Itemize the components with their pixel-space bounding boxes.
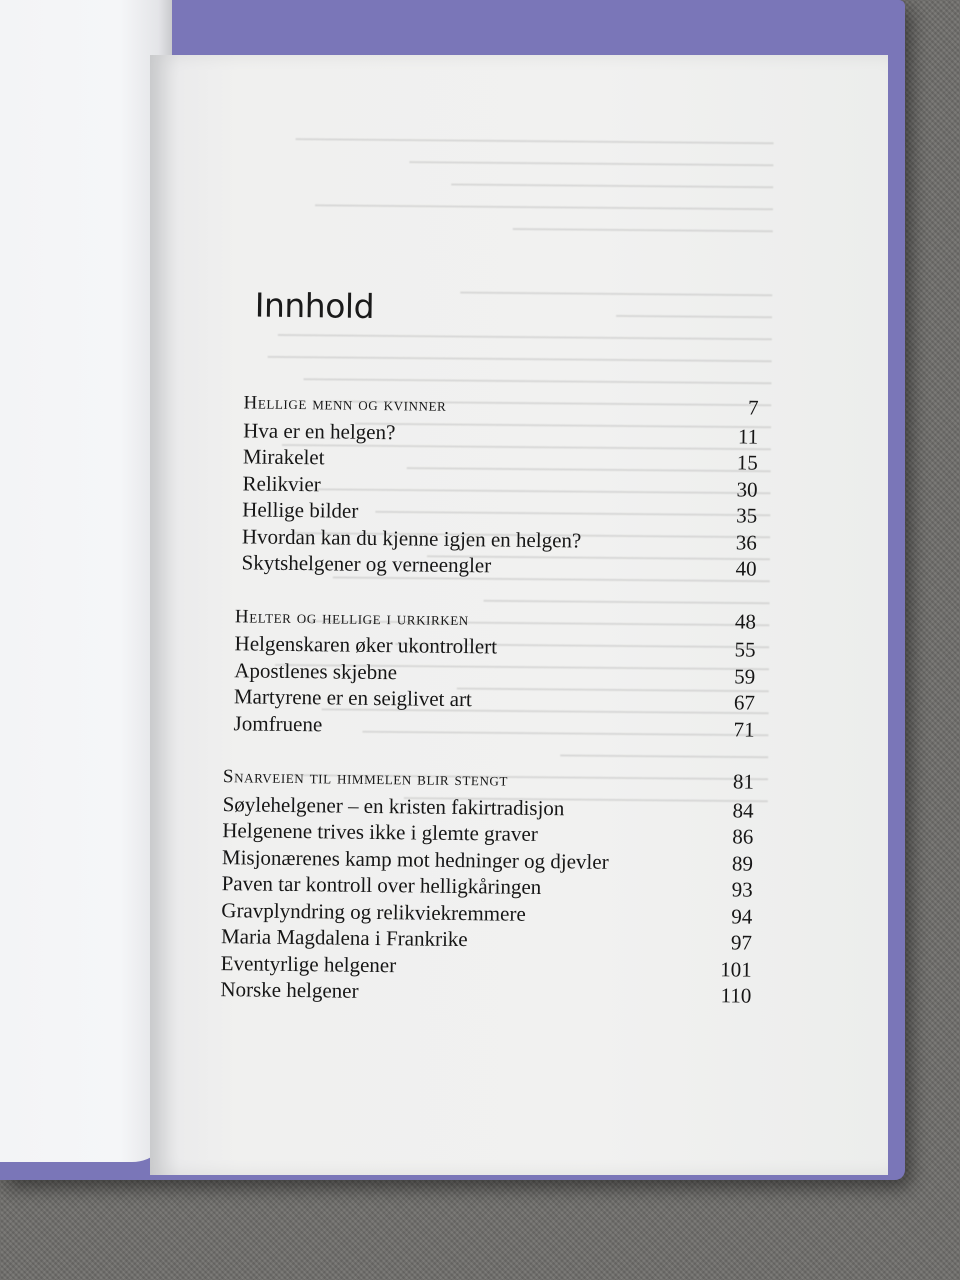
- section-heading-label: Helter og hellige i urkirken: [234, 605, 469, 630]
- entry-label: Skytshelgener og verneengler: [241, 550, 492, 578]
- page-number: 11: [737, 423, 759, 449]
- page-number: 59: [734, 663, 756, 689]
- entry-label: Apostlenes skjebne: [234, 657, 398, 684]
- page-number: 40: [735, 556, 757, 581]
- entry-label: Gravplyndring og relikviekremmere: [221, 897, 526, 926]
- page-number: 30: [736, 476, 758, 502]
- entry-label: Norske helgener: [220, 977, 359, 1003]
- entry-label: Jomfruene: [233, 710, 323, 736]
- entry-label: Relikvier: [242, 470, 321, 496]
- entry-label: Helgenene trives ikke i glemte graver: [222, 818, 538, 846]
- entry-label: Martyrene er en seiglivet art: [233, 684, 472, 712]
- section-heading-label: Hellige menn og kvinner: [243, 392, 447, 416]
- toc-section: [220, 762, 754, 1009]
- page-number: 71: [733, 716, 755, 742]
- table-of-contents: [206, 285, 775, 1035]
- entry-label: Søylehelgener – en kristen fakirtradisjon: [222, 791, 565, 820]
- page-number: 81: [732, 769, 755, 794]
- page-number: 36: [735, 529, 758, 555]
- page-number: 55: [734, 637, 756, 662]
- page-number: 7: [747, 395, 759, 420]
- section-heading-label: Snarveien til himmelen blir stengt: [222, 766, 509, 791]
- toc-section: [241, 388, 758, 582]
- page-number: 89: [731, 850, 754, 876]
- entry-label: Hellige bilder: [242, 497, 359, 523]
- toc-entry: [241, 549, 756, 582]
- entry-label: Helgenskaren øker ukontrollert: [234, 631, 498, 659]
- entry-label: Mirakelet: [242, 444, 325, 470]
- entry-label: Misjonærenes kamp mot hedninger og djevler: [221, 844, 609, 874]
- page-title: Innhold: [254, 285, 375, 326]
- page-number: 67: [733, 690, 756, 715]
- page-number: 94: [731, 903, 753, 929]
- page-number: 15: [736, 450, 759, 475]
- toc-section: [233, 602, 756, 743]
- page-number: 110: [720, 983, 752, 1008]
- page-number: 93: [731, 877, 753, 902]
- left-page: [0, 0, 172, 1162]
- page-number: 97: [730, 930, 753, 955]
- toc-entry: [220, 976, 751, 1009]
- entry-label: Hvordan kan du kjenne igjen en helgen?: [241, 523, 582, 552]
- entry-label: Maria Magdalena i Frankrike: [220, 924, 468, 952]
- entry-label: Hva er en helgen?: [243, 417, 396, 444]
- page-number: 101: [720, 956, 752, 982]
- entry-label: Eventyrlige helgener: [220, 950, 397, 977]
- toc-entry: [233, 710, 754, 743]
- page-number: 84: [732, 797, 754, 823]
- page-number: 86: [732, 824, 754, 849]
- page-number: 48: [734, 608, 757, 634]
- page-number: 35: [736, 503, 758, 528]
- entry-label: Paven tar kontroll over helligkåringen: [221, 871, 542, 900]
